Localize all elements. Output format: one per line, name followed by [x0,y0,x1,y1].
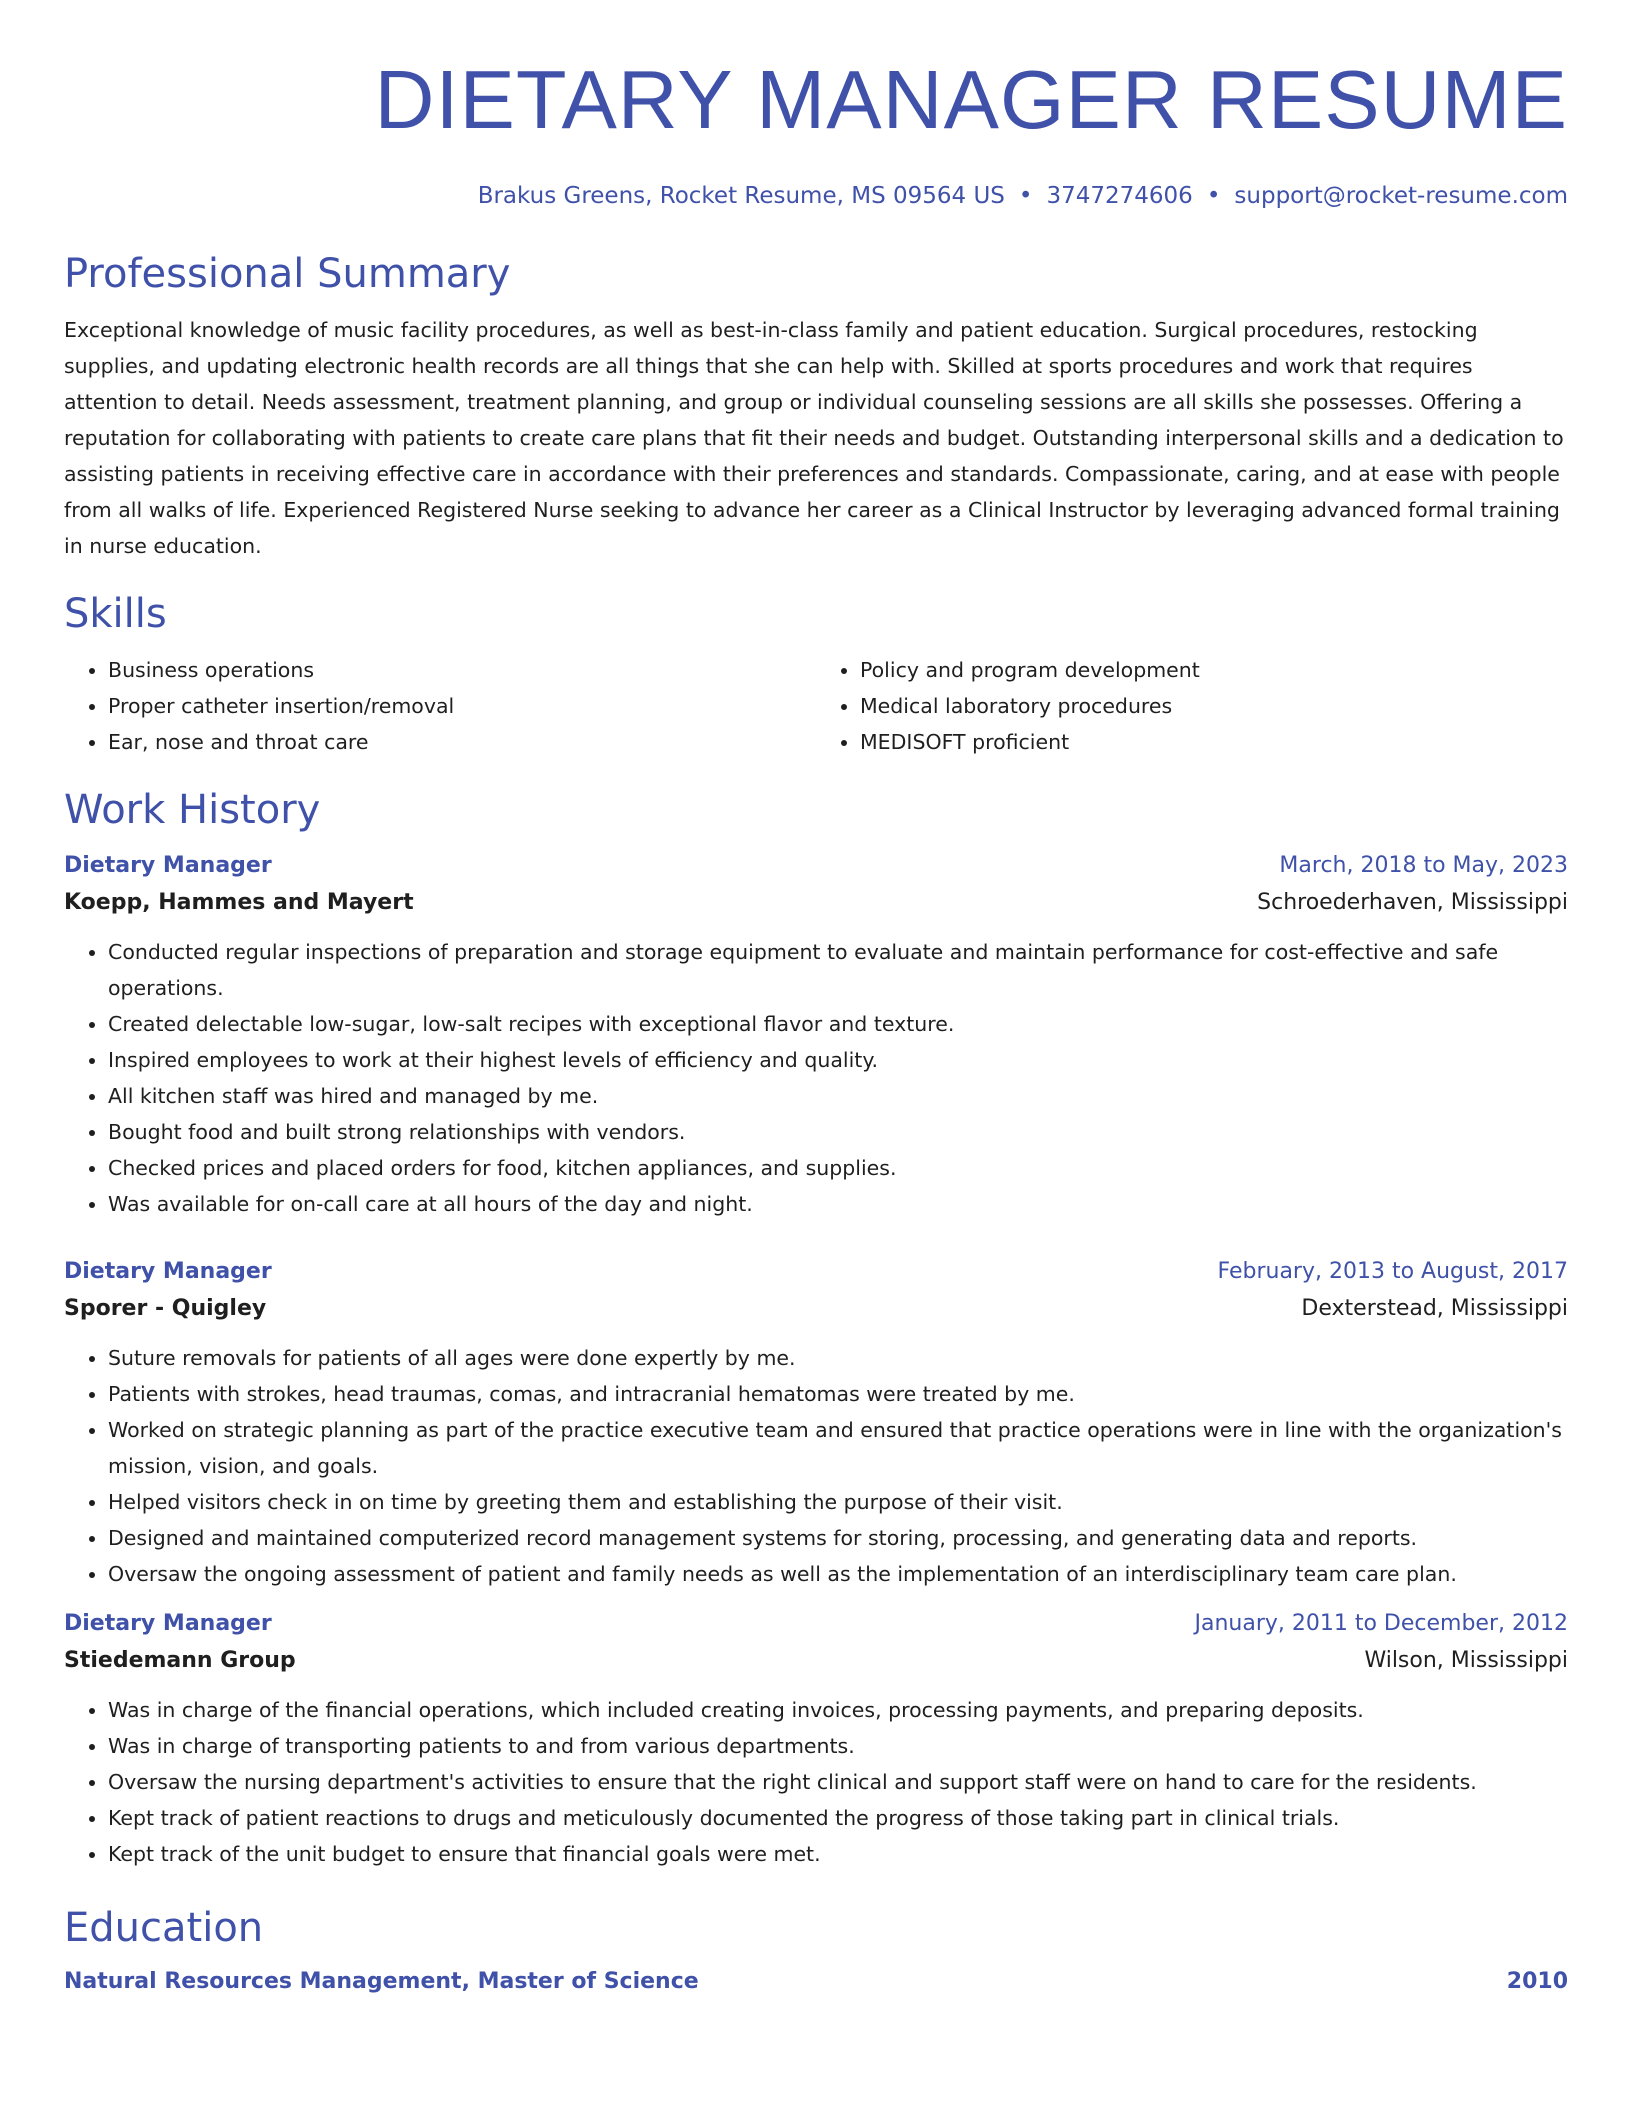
job-company-row [64,1290,1568,1328]
skill-item: • MEDISOFT proficient [860,724,1568,760]
section-title-skills: Skills [64,591,167,637]
section-title-education: Education [64,1905,264,1951]
job-bullet: • Conducted regular inspections of preparation and storage equipment to evaluate and maintain performance for cost-effective and safe operations. [108,934,1568,1006]
job-role: Dietary Manager [64,1611,272,1636]
section-title-summary: Professional Summary [64,251,511,297]
job-bullet: • Worked on strategic planning as part of the practice executive team and ensured that practice operations were in line with the organization's mission, vision, and goals. [108,1412,1568,1484]
job-location: Schroederhaven, Mississippi [1257,890,1568,915]
job-bullets [64,1692,1568,1872]
job-bullet: • Patients with strokes, head traumas, comas, and intracranial hematomas were treated by me. [108,1376,1568,1412]
job-bullet: • Oversaw the nursing department's activities to ensure that the right clinical and support staff were on hand to care for the residents. [108,1764,1568,1800]
resume-title: DIETARY MANAGER RESUME [374,53,1568,146]
job-bullet: • Oversaw the ongoing assessment of patient and family needs as well as the implementation of an interdisciplinary team care plan. [108,1556,1568,1592]
education-section [64,1902,1568,2000]
job-bullets [64,934,1568,1222]
work-history-section [64,784,1568,1872]
job-company: Sporer - Quigley [64,1296,267,1321]
contact-address: Brakus Greens, Rocket Resume, MS 09564 US [477,183,1005,209]
job-bullet: • Created delectable low-sugar, low-salt recipes with exceptional flavor and texture. [108,1006,1568,1042]
job-dates: January, 2011 to December, 2012 [1194,1611,1568,1636]
job-location: Wilson, Mississippi [1364,1648,1568,1673]
job-header-row [64,848,1568,884]
job-company-row [64,884,1568,922]
job-bullet: • Kept track of patient reactions to drugs and meticulously documented the progress of those taking part in clinical trials. [108,1800,1568,1836]
section-title-work-history: Work History [64,787,321,833]
job-role: Dietary Manager [64,853,272,878]
summary-text: Exceptional knowledge of music facility procedures, as well as best-in-class family and patient education. Surgical procedures, restocking supplies, and updating electronic health records are all things that she can help with. Skilled at sports procedures and work that requires attention to detail. Needs assessment, treatment planning, and group or individual counseling sessions are all skills she possesses. Offering a reputation for collaborating with patients to create care plans that fit their needs and budget. Outstanding interpersonal skills and a dedication to assisting patients in receiving effective care in accordance with their preferences and standards. Compassionate, caring, and at ease with people from all walks of life. Experienced Registered Nurse seeking to advance her career as a Clinical Instructor by leveraging advanced formal training in nurse education. [64,318,1564,558]
job-role: Dietary Manager [64,1259,272,1284]
contact-phone: 3747274606 [1046,183,1193,209]
job-dates: February, 2013 to August, 2017 [1217,1259,1568,1284]
job-bullets [64,1340,1568,1592]
skills-columns [64,652,1568,760]
job-header-row [64,1254,1568,1290]
job-bullet: • Kept track of the unit budget to ensure that financial goals were met. [108,1836,1568,1872]
job-bullet: • Bought food and built strong relationships with vendors. [108,1114,1568,1150]
skills-list-left [64,652,816,760]
job-bullet: • Inspired employees to work at their highest levels of efficiency and quality. [108,1042,1568,1078]
skills-list-right [816,652,1568,760]
job-entry [64,1254,1568,1592]
professional-summary-section [64,248,1568,564]
skill-item: • Business operations [108,652,816,688]
contact-separator: • [1206,183,1221,209]
job-company: Koepp, Hammes and Mayert [64,890,414,915]
education-year: 2010 [1506,1969,1568,1994]
job-bullet: • Helped visitors check in on time by greeting them and establishing the purpose of their visit. [108,1484,1568,1520]
job-company-row [64,1642,1568,1680]
contact-line [64,180,1568,212]
skills-section [64,588,1568,760]
contact-separator: • [1018,183,1033,209]
job-bullet: • Suture removals for patients of all ages were done expertly by me. [108,1340,1568,1376]
education-entry [64,1964,1568,2000]
skill-item: • Policy and program development [860,652,1568,688]
job-dates: March, 2018 to May, 2023 [1279,853,1568,878]
job-entry [64,1606,1568,1872]
contact-email[interactable]: support@rocket-resume.com [1234,183,1568,209]
job-bullet: • Was in charge of the financial operations, which included creating invoices, processing payments, and preparing deposits. [108,1692,1568,1728]
skill-item: • Medical laboratory procedures [860,688,1568,724]
job-bullet: • Checked prices and placed orders for food, kitchen appliances, and supplies. [108,1150,1568,1186]
education-degree: Natural Resources Management, Master of Science [64,1969,699,1994]
job-bullet: • Designed and maintained computerized record management systems for storing, processing, and generating data and reports. [108,1520,1568,1556]
job-header-row [64,1606,1568,1642]
skill-item: • Ear, nose and throat care [108,724,816,760]
resume-header [64,50,1568,212]
job-bullet: • Was in charge of transporting patients to and from various departments. [108,1728,1568,1764]
skill-item: • Proper catheter insertion/removal [108,688,816,724]
job-bullet: • Was available for on-call care at all hours of the day and night. [108,1186,1568,1222]
job-bullet: • All kitchen staff was hired and managed by me. [108,1078,1568,1114]
job-company: Stiedemann Group [64,1648,296,1673]
job-location: Dexterstead, Mississippi [1301,1296,1568,1321]
job-entry [64,848,1568,1222]
